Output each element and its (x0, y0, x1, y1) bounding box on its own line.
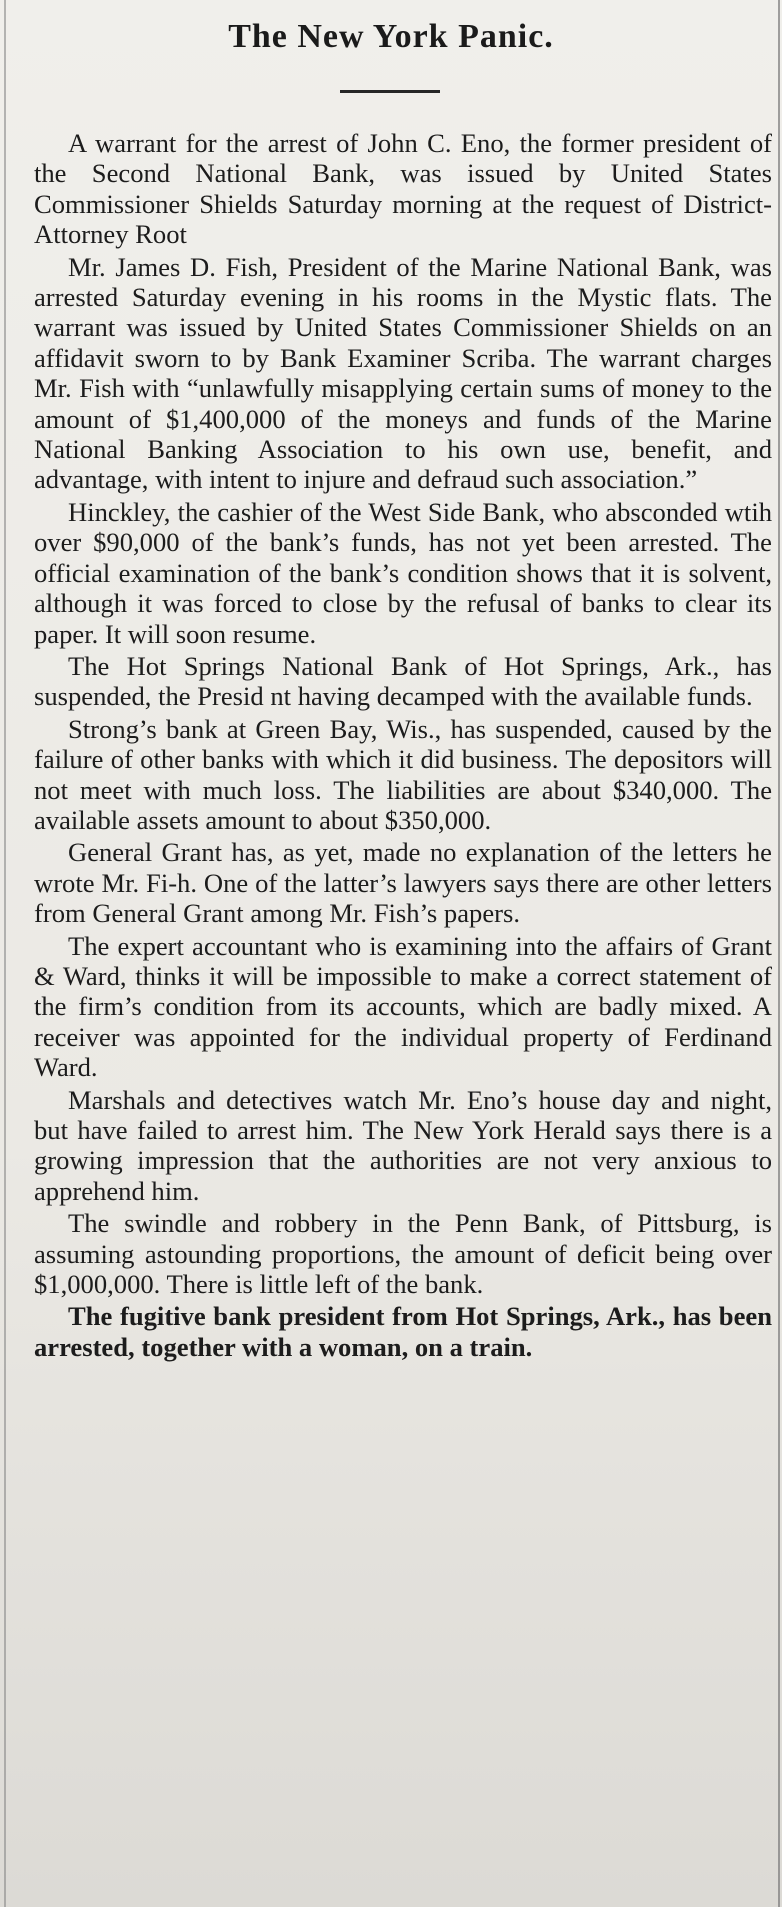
paragraph-eno-house: Marshals and detectives watch Mr. Eno’s house day and night, but have failed to arrest him. The New York Herald says there is a growing impression that the authorities are not very anxious to apprehend him. (34, 1084, 772, 1206)
article-headline: The New York Panic. (228, 18, 554, 55)
paragraph-fugitive-president: The fugitive bank president from Hot Springs, Ark., has been arrested, together with a woman, on a train. (34, 1301, 772, 1362)
paragraph-hinckley: Hinckley, the cashier of the West Side Bank, who absconded wtih over $90,000 of the bank’s funds, has not yet been arrested. The official examination of the bank’s condition shows that it is solvent, although it was forced to close by the refusal of banks to clear its paper. It will soon resume. (34, 496, 772, 649)
paragraph-fish-arrest: Mr. James D. Fish, President of the Marine National Bank, was arrested Saturday evening in his rooms in the Mystic flats. The warrant was issued by United States Commissioner Shields on an affidavit sworn to by Bank Examiner Scriba. The warrant charges Mr. Fish with “unlawfully misapplying certain sums of money to the amount of $1,400,000 of the moneys and funds of the Marine National Banking Association to his own use, benefit, and advantage, with intent to injure and defraud such association.” (34, 251, 772, 495)
headline-divider (340, 90, 440, 93)
paragraph-strongs-bank: Strong’s bank at Green Bay, Wis., has suspended, caused by the failure of other banks with which it did business. The depositors will not meet with much loss. The liabilities are about $340,000. The available assets amount to about $350,000. (34, 713, 772, 835)
right-column-rule (778, 0, 780, 1907)
left-column-rule (4, 0, 6, 1907)
paragraph-general-grant: General Grant has, as yet, made no explanation of the letters he wrote Mr. Fi-h. One of the latter’s lawyers says there are other letters from General Grant among Mr. Fish’s papers. (34, 837, 772, 929)
paragraph-eno-warrant: A warrant for the arrest of John C. Eno, the former president of the Second National Bank, was issued by United States Commissioner Shields Saturday morning at the request of District-Attorney Root (34, 128, 772, 250)
paragraph-penn-bank: The swindle and robbery in the Penn Bank, of Pittsburg, is assuming astounding proportions, the amount of deficit being over $1,000,000. There is little left of the bank. (34, 1208, 772, 1300)
article-body (34, 128, 772, 1364)
paragraph-hot-springs-bank: The Hot Springs National Bank of Hot Springs, Ark., has suspended, the Presid nt having decamped with the available funds. (34, 650, 772, 712)
paragraph-grant-ward: The expert accountant who is examining into the affairs of Grant & Ward, thinks it will be impossible to make a correct statement of the firm’s condition from its accounts, which are badly mixed. A receiver was appointed for the individual property of Ferdinand Ward. (34, 930, 772, 1083)
